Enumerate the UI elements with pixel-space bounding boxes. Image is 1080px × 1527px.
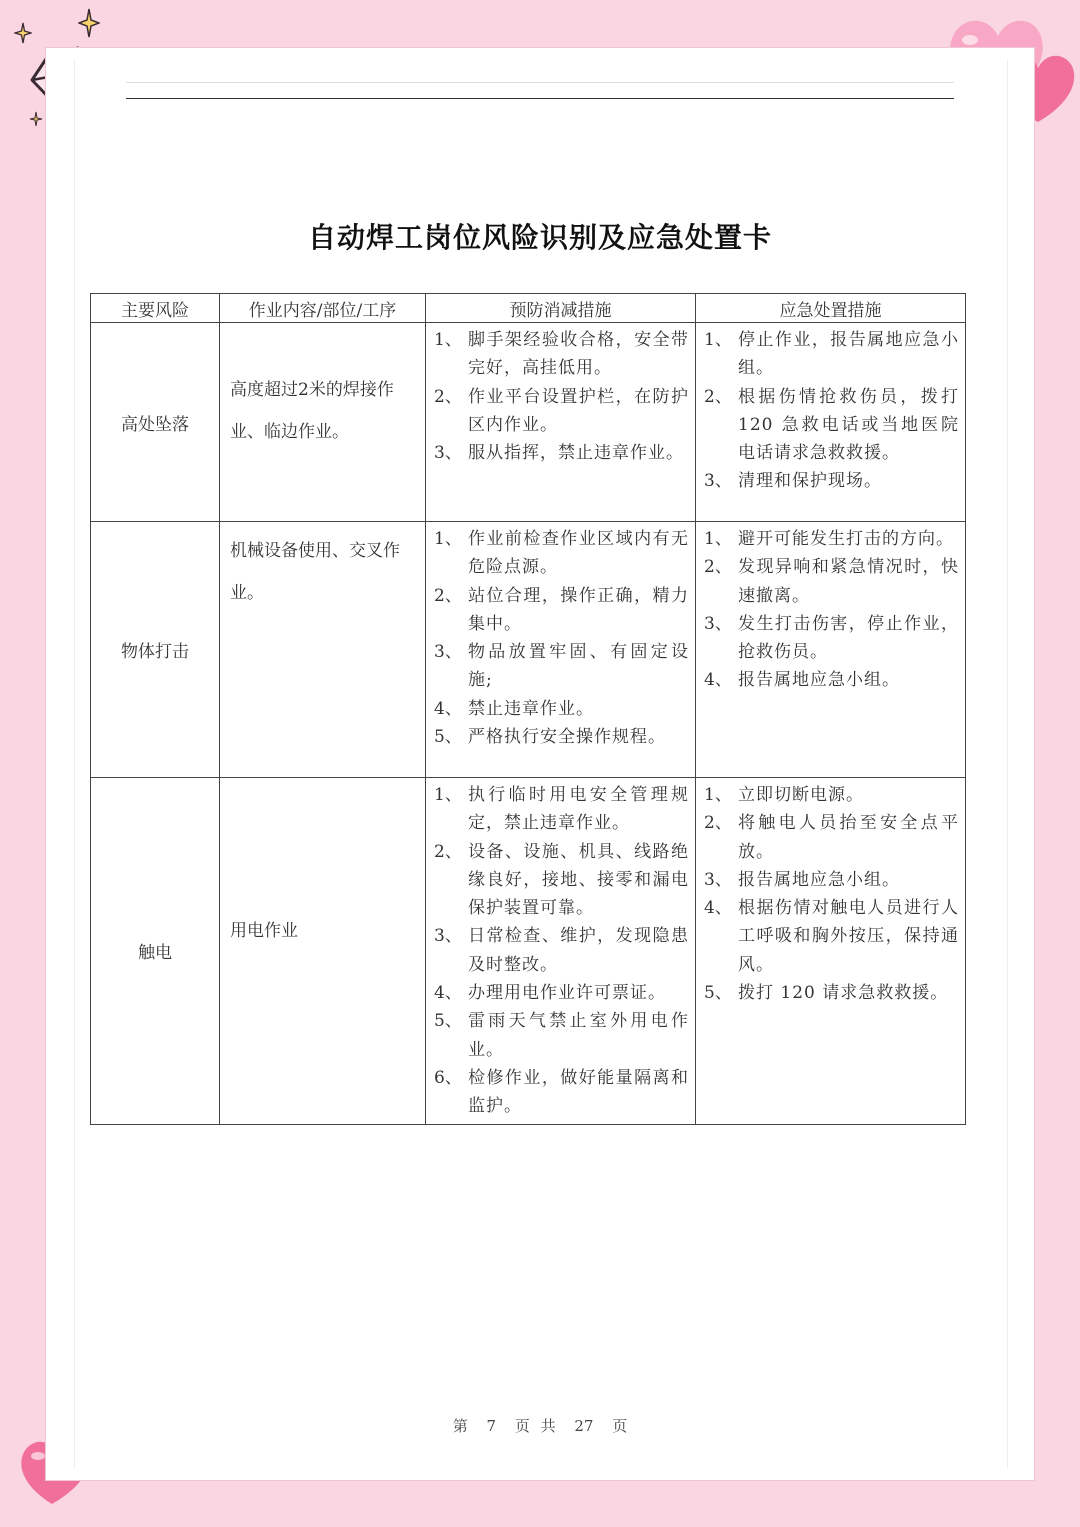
list-item: 3、 发生打击伤害，停止作业，抢救伤员。 [704,613,959,663]
table-row [91,323,966,522]
list-item: 1、 作业前检查作业区域内有无危险点源。 [434,529,689,578]
list-item: 2、 站位合理，操作正确，精力集中。 [434,585,689,634]
list-item: 2、 根据伤情抢救伤员，拨打 120 急救电话或当地医院电话请求急救救援。 [704,386,959,464]
list-item: 2、 将触电人员抬至安全点平放。 [704,813,959,862]
list-item: 3、 报告属地应急小组。 [704,869,900,890]
page-total: 27 [574,1417,594,1435]
table-header-row [91,294,966,323]
prevention-cell [426,778,696,1125]
list-item: 4、 办理用电作业许可票证。 [434,983,666,1004]
list-item: 5、 严格执行安全操作规程。 [434,727,666,748]
list-item: 1、 执行临时用电安全管理规定，禁止违章作业。 [434,785,689,834]
list-item: 5、 雷雨天气禁止室外用电作业。 [434,1011,689,1060]
header-rule [126,98,954,99]
list-item: 1、 立即切断电源。 [704,785,864,805]
sparkle-icon [14,22,32,44]
list-item: 5、 拨打 120 请求急救救援。 [704,983,949,1004]
work-cell [220,522,426,778]
work-text: 高度超过2米的焊接作业、临边作业。 [230,380,394,442]
footer-middle: 页 共 [514,1417,556,1435]
list-item: 2、 作业平台设置护栏，在防护区内作业。 [434,386,689,435]
emergency-cell [696,522,966,778]
risk-cell: 高处坠落 [91,323,220,522]
work-text: 机械设备使用、交叉作业。 [230,541,400,603]
document-title: 自动焊工岗位风险识别及应急处置卡 [307,221,772,254]
table-row [91,522,966,778]
list-item: 3、 物品放置牢固、有固定设施; [434,642,689,691]
work-text: 用电作业 [230,920,298,941]
prevention-cell [426,323,696,522]
footer-suffix: 页 [612,1417,628,1435]
list-item: 4、 报告属地应急小组。 [704,670,900,691]
sparkle-icon [78,8,100,38]
work-cell [220,778,426,1125]
risk-card-table [90,293,966,1125]
emergency-cell [696,778,966,1125]
risk-cell: 物体打击 [91,522,220,778]
table-row [91,778,966,1125]
footer-prefix: 第 [452,1417,468,1435]
column-header: 主要风险 [91,294,220,323]
list-item: 6、 检修作业，做好能量隔离和监护。 [434,1067,689,1117]
emergency-cell [696,323,966,522]
page-footer [0,1415,1080,1436]
risk-cell: 触电 [91,778,220,1125]
list-item: 4、 根据伤情对触电人员进行人工呼吸和胸外按压，保持通风。 [704,898,959,975]
page-number: 7 [486,1417,497,1435]
work-cell [220,323,426,522]
list-item: 1、 脚手架经验收合格，安全带完好，高挂低用。 [434,330,689,379]
list-item: 2、 发现异响和紧急情况时，快速撤离。 [704,557,959,606]
column-header: 作业内容/部位/工序 [220,294,426,323]
list-item: 3、 清理和保护现场。 [704,471,882,492]
prevention-cell [426,522,696,778]
list-item: 1、 停止作业，报告属地应急小组。 [704,330,959,379]
column-header: 预防消减措施 [426,294,696,323]
list-item: 3、 服从指挥，禁止违章作业。 [434,443,684,464]
list-item: 4、 禁止违章作业。 [434,698,594,719]
list-item: 2、 设备、设施、机具、线路绝缘良好，接地、接零和漏电保护装置可靠。 [434,841,689,919]
list-item: 3、 日常检查、维护，发现隐患及时整改。 [434,926,689,975]
column-header: 应急处置措施 [696,294,966,323]
list-item: 1、 避开可能发生打击的方向。 [704,529,954,549]
